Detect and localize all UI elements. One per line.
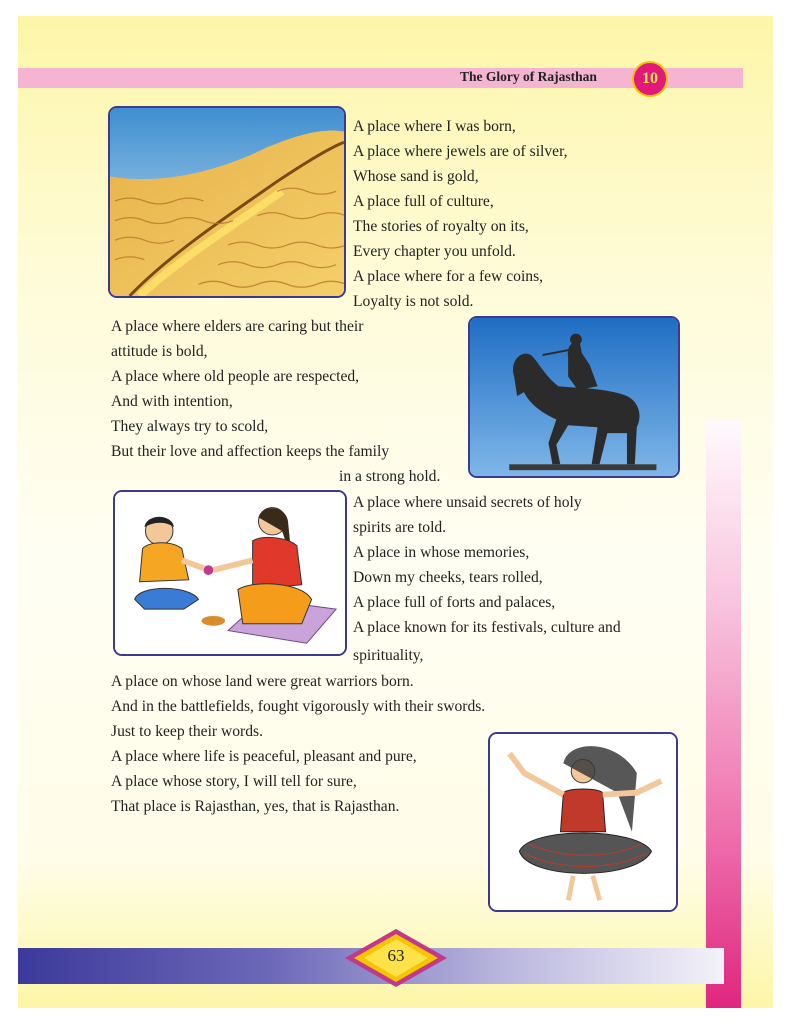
poem-line: spirituality, bbox=[353, 647, 424, 664]
poem-line: spirits are told. bbox=[353, 519, 447, 536]
poem-line: A place full of culture, bbox=[353, 193, 494, 210]
raksha-bandhan-illustration bbox=[113, 490, 347, 656]
poem-line: A place where jewels are of silver, bbox=[353, 143, 568, 160]
poem-line: That place is Rajasthan, yes, that is Rajasthan. bbox=[111, 798, 400, 815]
chapter-number-badge: 10 bbox=[632, 61, 668, 97]
poem-line: A place full of forts and palaces, bbox=[353, 594, 556, 611]
poem-line: A place where old people are respected, bbox=[111, 368, 360, 385]
poem-line: The stories of royalty on its, bbox=[353, 218, 529, 235]
sand-dunes-illustration bbox=[108, 106, 346, 298]
warrior-horse-statue-photo bbox=[468, 316, 680, 478]
poem-line: But their love and affection keeps the family bbox=[111, 443, 390, 460]
poem-line: A place where for a few coins, bbox=[353, 268, 544, 285]
poem-line: Just to keep their words. bbox=[111, 723, 264, 740]
poem-line: Every chapter you unfold. bbox=[353, 243, 516, 260]
poem-line: Loyalty is not sold. bbox=[353, 293, 474, 310]
poem-line: in a strong hold. bbox=[339, 468, 441, 485]
poem-line: A place where elders are caring but their bbox=[111, 318, 364, 335]
chapter-title: The Glory of Rajasthan bbox=[460, 69, 597, 84]
poem-line: A place where life is peaceful, pleasant and pure, bbox=[111, 748, 417, 765]
poem-line: Whose sand is gold, bbox=[353, 168, 479, 185]
side-stripe bbox=[706, 420, 741, 1008]
poem-line: A place where unsaid secrets of holy bbox=[353, 494, 582, 511]
folk-dancer-illustration bbox=[488, 732, 678, 912]
poem-line: Down my cheeks, tears rolled, bbox=[353, 569, 543, 586]
poem-line: A place where I was born, bbox=[353, 118, 516, 135]
poem-line: attitude is bold, bbox=[111, 343, 208, 360]
poem-line: A place in whose memories, bbox=[353, 544, 530, 561]
poem-line: They always try to scold, bbox=[111, 418, 269, 435]
poem-line: A place whose story, I will tell for sure, bbox=[111, 773, 357, 790]
poem-line: And in the battlefields, fought vigorously with their swords. bbox=[111, 698, 486, 715]
poem-line: A place known for its festivals, culture and bbox=[353, 619, 621, 636]
poem-line: And with intention, bbox=[111, 393, 233, 410]
page-number: 63 bbox=[387, 946, 405, 965]
poem-line: A place on whose land were great warriors born. bbox=[111, 673, 414, 690]
